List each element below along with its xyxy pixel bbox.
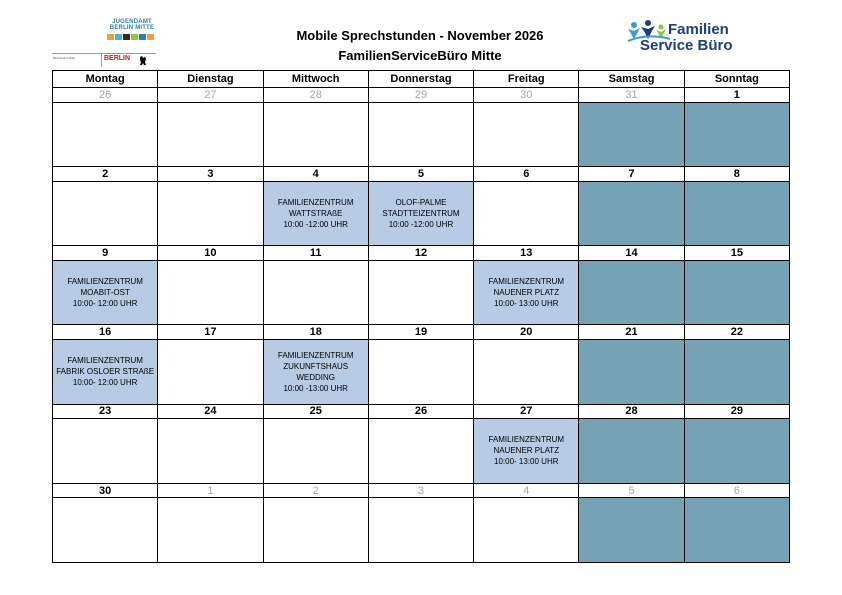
day-number: 19: [368, 325, 473, 340]
day-number: 26: [368, 404, 473, 419]
day-cell: [474, 498, 579, 563]
day-number: 6: [474, 167, 579, 182]
day-cell: [158, 102, 263, 167]
weekday-header-row: [53, 71, 790, 88]
day-number: 30: [53, 483, 158, 498]
day-content-row: [53, 102, 790, 167]
day-cell: [684, 419, 789, 484]
day-number: 24: [158, 404, 263, 419]
logo-text-line-2: Service Büro: [640, 37, 733, 54]
day-cell: [579, 498, 684, 563]
day-number: 7: [579, 167, 684, 182]
day-number: 13: [474, 246, 579, 261]
event-line: FAMILIENZENTRUM: [67, 356, 143, 366]
day-cell: [684, 181, 789, 246]
day-number: 5: [368, 167, 473, 182]
event-cell: [368, 181, 473, 246]
day-number: 29: [368, 88, 473, 103]
logo-text-line-1: Familien: [668, 21, 729, 38]
day-number: 12: [368, 246, 473, 261]
day-cell: [53, 102, 158, 167]
weekday-header: Samstag: [579, 71, 684, 88]
day-number-row: [53, 325, 790, 340]
event-line: FAMILIENZENTRUM: [277, 350, 354, 360]
event-line: ZUKUNFTSHAUS: [283, 361, 349, 371]
day-content-row: [53, 419, 790, 484]
jugendamt-logo-text: JUGENDAMT BERLIN MITTE: [109, 19, 155, 31]
day-number: 3: [158, 167, 263, 182]
day-number: 23: [53, 404, 158, 419]
day-number: 27: [474, 404, 579, 419]
familien-service-buero-logo: [626, 19, 756, 63]
event-line: OLOF-PALME: [395, 198, 447, 208]
day-number: 28: [263, 88, 368, 103]
day-number-row: [53, 404, 790, 419]
event-line: 10:00- 13:00 UHR: [494, 299, 559, 309]
day-cell: [684, 102, 789, 167]
day-number: 27: [158, 88, 263, 103]
day-cell: [53, 181, 158, 246]
weekday-header: Freitag: [474, 71, 579, 88]
event-line: 10:00 -13:00 UHR: [283, 383, 348, 393]
event-line: 10:00 -12:00 UHR: [388, 220, 454, 230]
day-number: 10: [158, 246, 263, 261]
day-number-row: [53, 167, 790, 182]
calendar-table: [52, 70, 790, 563]
event-line: NAUENER PLATZ: [493, 446, 560, 456]
day-content-row: [53, 498, 790, 563]
day-number-row: [53, 246, 790, 261]
day-cell: [368, 102, 473, 167]
day-number: 2: [53, 167, 158, 182]
berlin-text: BERLIN: [104, 55, 131, 62]
day-number: 17: [158, 325, 263, 340]
day-number: 28: [579, 404, 684, 419]
district-text: Bezirksamt Mitte: [53, 56, 76, 60]
event-line: WEDDING: [296, 372, 336, 382]
day-number-row: [53, 88, 790, 103]
day-cell: [368, 498, 473, 563]
day-number: 25: [263, 404, 368, 419]
day-number: 1: [158, 483, 263, 498]
event-line: 10:00- 12:00 UHR: [72, 299, 138, 309]
day-number-row: [53, 483, 790, 498]
page-title: [240, 26, 600, 66]
day-number: 3: [368, 483, 473, 498]
day-number: 6: [684, 483, 789, 498]
event-line: 10:00- 13:00 UHR: [494, 457, 559, 467]
day-number: 26: [53, 88, 158, 103]
day-cell: [368, 260, 473, 325]
day-cell: [579, 419, 684, 484]
berlin-bear-icon: [137, 55, 149, 67]
day-number: 16: [53, 325, 158, 340]
event-cell: [263, 340, 368, 405]
day-number: 21: [579, 325, 684, 340]
day-cell: [579, 181, 684, 246]
day-cell: [263, 419, 368, 484]
day-number: 15: [684, 246, 789, 261]
day-cell: [474, 340, 579, 405]
event-line: FAMILIENZENTRUM: [488, 277, 565, 287]
event-line: WATTSTRAßE: [289, 209, 343, 219]
event-line: STADTTEIZENTRUM: [382, 209, 460, 219]
event-line: FAMILIENZENTRUM: [67, 277, 143, 287]
day-cell: [263, 102, 368, 167]
day-content-row: [53, 260, 790, 325]
day-number: 30: [474, 88, 579, 103]
day-cell: [368, 419, 473, 484]
day-number: 5: [579, 483, 684, 498]
event-line: NAUENER PLATZ: [493, 288, 560, 298]
day-cell: [158, 419, 263, 484]
title-line-2: FamilienServiceBüro Mitte: [338, 48, 502, 63]
day-cell: [158, 498, 263, 563]
day-cell: [263, 498, 368, 563]
day-cell: [53, 419, 158, 484]
calendar-body: [53, 88, 790, 563]
day-number: 11: [263, 246, 368, 261]
day-number: 29: [684, 404, 789, 419]
day-cell: [579, 340, 684, 405]
weekday-header: Montag: [53, 71, 158, 88]
day-number: 31: [579, 88, 684, 103]
event-line: FAMILIENZENTRUM: [488, 435, 565, 445]
day-number: 8: [684, 167, 789, 182]
day-cell: [368, 340, 473, 405]
day-number: 4: [263, 167, 368, 182]
day-cell: [263, 260, 368, 325]
event-line: FAMILIENZENTRUM: [277, 198, 354, 208]
day-cell: [684, 260, 789, 325]
event-cell: [474, 419, 579, 484]
berlin-row: [52, 53, 156, 68]
day-cell: [474, 102, 579, 167]
weekday-header: Mittwoch: [263, 71, 368, 88]
day-number: 1: [684, 88, 789, 103]
jugendamt-logo: [52, 17, 158, 69]
jugendamt-logo-graphic: [107, 33, 155, 41]
weekday-header: Sonntag: [684, 71, 789, 88]
day-number: 4: [474, 483, 579, 498]
day-content-row: [53, 340, 790, 405]
day-cell: [579, 102, 684, 167]
event-cell: [53, 260, 158, 325]
weekday-header: Donnerstag: [368, 71, 473, 88]
day-cell: [579, 260, 684, 325]
day-cell: [684, 340, 789, 405]
day-cell: [684, 498, 789, 563]
event-line: 10:00 -12:00 UHR: [283, 220, 348, 230]
day-number: 22: [684, 325, 789, 340]
day-number: 20: [474, 325, 579, 340]
event-line: FABRIK OSLOER STRAßE: [56, 367, 155, 377]
divider: [101, 53, 102, 67]
day-number: 18: [263, 325, 368, 340]
weekday-header: Dienstag: [158, 71, 263, 88]
event-cell: [53, 340, 158, 405]
day-number: 2: [263, 483, 368, 498]
day-cell: [53, 498, 158, 563]
day-number: 9: [53, 246, 158, 261]
day-content-row: [53, 181, 790, 246]
event-cell: [263, 181, 368, 246]
day-number: 14: [579, 246, 684, 261]
day-cell: [474, 181, 579, 246]
event-line: 10:00- 12:00 UHR: [72, 378, 138, 388]
day-cell: [158, 181, 263, 246]
event-line: MOABIT-OST: [80, 288, 130, 298]
day-cell: [158, 340, 263, 405]
title-line-1: Mobile Sprechstunden - November 2026: [296, 28, 544, 43]
day-cell: [158, 260, 263, 325]
event-cell: [474, 260, 579, 325]
